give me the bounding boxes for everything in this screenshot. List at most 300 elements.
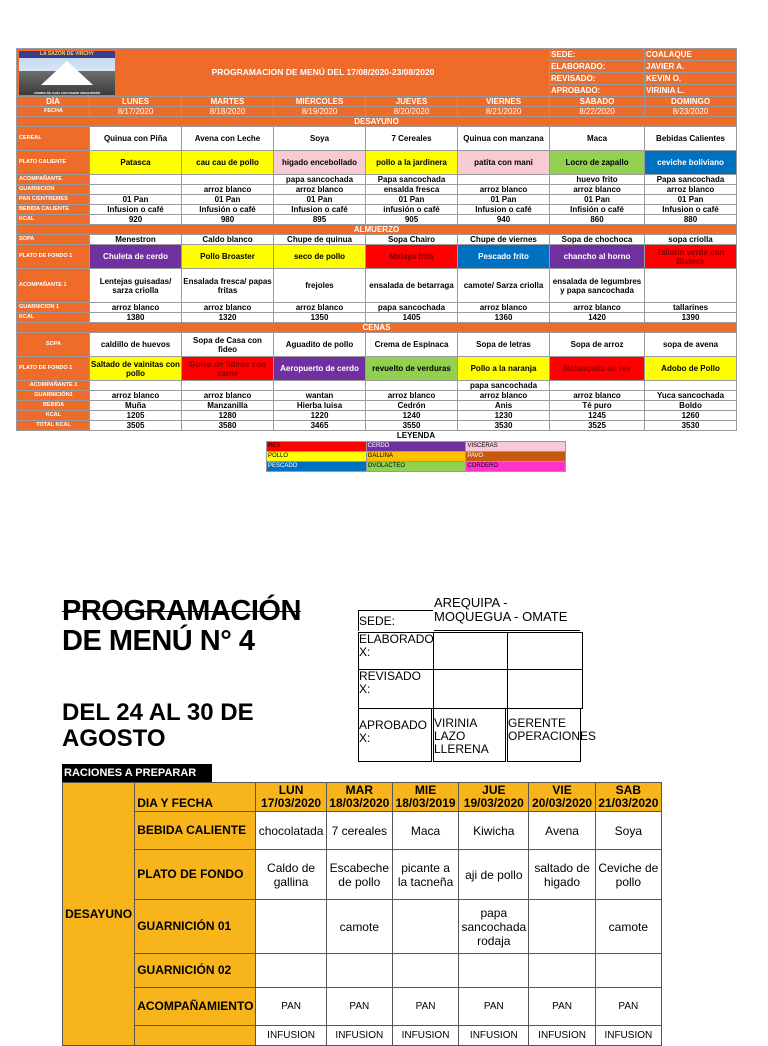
date-header: 8/20/2020 (366, 107, 458, 117)
menu-cell: papa sancochada (458, 381, 550, 391)
menu-cell: 3530 (645, 421, 737, 431)
restaurant-logo (19, 51, 115, 95)
menu-cell (529, 900, 595, 954)
menu-row (63, 1026, 662, 1046)
menu-cell: Papa sancochada (366, 175, 458, 185)
menu-cell (645, 381, 737, 391)
menu-cell (392, 900, 458, 954)
dia-fecha-label: DIA Y FECHA (135, 783, 256, 812)
menu-cell: Caldo de gallina (256, 850, 326, 900)
menu-cell: 01 Pan (550, 195, 645, 205)
menu-cell: Manzanilla (182, 401, 274, 411)
menu-cell: 1350 (274, 313, 366, 323)
day-name: MIE (414, 783, 437, 797)
menu-cell: arroz blanco (182, 185, 274, 195)
cenas-title: CENAS (17, 323, 737, 333)
row-label: KCAL (17, 411, 90, 421)
menu-cell: Quinua con Piña (90, 127, 182, 151)
date-header-row (17, 107, 737, 117)
section-desayuno: DESAYUNO (63, 783, 135, 1046)
menu-cell (529, 954, 595, 988)
day-date: 18/03/2020 (329, 796, 390, 810)
aprobado-label: APROBADO X: (358, 708, 432, 762)
menu-cell (274, 381, 366, 391)
menu-cell: PAN (326, 988, 392, 1026)
row-label: SOPA (17, 235, 90, 245)
menu-cell: Sopa de Casa con fideo (182, 333, 274, 357)
menu-cell: Escabeche de pollo (326, 850, 392, 900)
almuerzo-title: ALMUERZO (17, 225, 737, 235)
raciones-label: RACIONES A PREPARAR (62, 764, 212, 782)
menu-cell: saltado de higado (529, 850, 595, 900)
menu-row (63, 954, 662, 988)
menu-cell: 920 (90, 215, 182, 225)
menu-table-1 (16, 48, 737, 431)
menu-cell: Locro de zapallo (550, 151, 645, 175)
menu-cell: sopa de avena (645, 333, 737, 357)
day-header-row (17, 97, 737, 107)
menu-cell: INFUSION (256, 1026, 326, 1046)
row-label: KCAL (17, 215, 90, 225)
legend-row (267, 461, 566, 471)
menu-cell: arroz blanco (90, 391, 182, 401)
row-label: PLATO CALIENTE (17, 151, 90, 175)
menu-cell: 1240 (366, 411, 458, 421)
day-date-header (595, 783, 661, 812)
menu-cell (366, 381, 458, 391)
menu-row (17, 303, 737, 313)
menu-row (17, 391, 737, 401)
menu-cell: cau cau de pollo (182, 151, 274, 175)
menu-cell: 880 (645, 215, 737, 225)
menu-cell: Pescado frito (458, 245, 550, 269)
row-label: BEBIDA CALIENTE (135, 812, 256, 850)
menu-row (17, 195, 737, 205)
day-name: SAB (615, 783, 642, 797)
menu-cell: arroz blanco (90, 303, 182, 313)
meta-key: SEDE: (550, 49, 645, 61)
row-label: GUARNICIÓN 02 (135, 954, 256, 988)
menu-cell: 1245 (550, 411, 645, 421)
menu-cell: pollo a la jardinera (366, 151, 458, 175)
menu-cell: 1220 (274, 411, 366, 421)
legend-item: CORDERO (466, 461, 566, 471)
menu-cell: 1280 (182, 411, 274, 421)
menu-row (63, 850, 662, 900)
menu-cell (256, 900, 326, 954)
menu-cell: Hierba luisa (274, 401, 366, 411)
day-date-header (529, 783, 595, 812)
day-date: 19/03/2020 (463, 796, 524, 810)
day-header: DOMINGO (645, 97, 737, 107)
menu-cell: chocolatada (256, 812, 326, 850)
menu-cell: ceviche boliviano (645, 151, 737, 175)
menu-cell: INFUSION (595, 1026, 661, 1046)
menu-cell: PAN (256, 988, 326, 1026)
dia-label: DÍA (17, 97, 90, 107)
menu-cell: 1320 (182, 313, 274, 323)
legend-item: RES (267, 441, 367, 451)
menu-cell: INFUSION (459, 1026, 529, 1046)
menu-cell: Menestron (90, 235, 182, 245)
menu-cell: INFUSION (326, 1026, 392, 1046)
day-date-header (459, 783, 529, 812)
date-header: 8/17/2020 (90, 107, 182, 117)
menu-cell: Sopa de letras (458, 333, 550, 357)
sede-value: AREQUIPA - MOQUEGUA - OMATE (434, 596, 580, 631)
menu-cell (326, 954, 392, 988)
elaborado-role (507, 632, 583, 670)
menu-cell: 7 cereales (326, 812, 392, 850)
menu-cell: Cedrón (366, 401, 458, 411)
menu-cell: arroz blanco (182, 391, 274, 401)
menu-cell: frejoles (274, 269, 366, 303)
legend-item: CERDO (366, 441, 466, 451)
row-label: ACOMPAÑAMIENTO (135, 988, 256, 1026)
row-label: KCAL (17, 313, 90, 323)
menu-cell: papa sancochada (366, 303, 458, 313)
fecha-label: FECHA (17, 107, 90, 117)
menu-cell: Aguadito de pollo (274, 333, 366, 357)
menu-cell: Ensalada fresca/ papas fritas (182, 269, 274, 303)
menu-cell: camote (595, 900, 661, 954)
menu-cell: 895 (274, 215, 366, 225)
menu-cell: 3580 (182, 421, 274, 431)
menu-cell: caldillo de huevos (90, 333, 182, 357)
day-date: 18/03/2019 (395, 796, 456, 810)
day-header: JUEVES (366, 97, 458, 107)
menu-cell: 1405 (366, 313, 458, 323)
legend-row (267, 441, 566, 451)
meta-key: APROBADO: (550, 85, 645, 97)
day-name: MAR (345, 783, 373, 797)
menu-sheet-arequipa (62, 584, 662, 1041)
menu-cell: PAN (392, 988, 458, 1026)
menu-row (17, 175, 737, 185)
menu-cell: Soya (595, 812, 661, 850)
menu-cell: Pollo a la naranja (458, 357, 550, 381)
menu-cell: arroz blanco (274, 185, 366, 195)
menu-cell: 01 Pan (90, 195, 182, 205)
menu-row (17, 215, 737, 225)
row-label: PLATO DE FONDO 1 (17, 357, 90, 381)
s2-day-header-row (63, 783, 662, 812)
menu-cell: Aeropuerto de cerdo (274, 357, 366, 381)
menu-cell: sopa criolla (645, 235, 737, 245)
menu-cell: huevo frito (550, 175, 645, 185)
menu-cell: Té puro (550, 401, 645, 411)
menu-title: PROGRAMACION DE MENÚ DEL 17/08/2020-23/08/2020 (211, 67, 435, 77)
menu-cell: Infusion o café (458, 205, 550, 215)
menu-cell: 860 (550, 215, 645, 225)
menu-cell: Sopa de chochoca (550, 235, 645, 245)
date-header: 8/18/2020 (182, 107, 274, 117)
menu-cell: arroz blanco (274, 303, 366, 313)
day-header: MARTES (182, 97, 274, 107)
menu-cell: Tallarin verde con Bisteck (645, 245, 737, 269)
menu-cell: 01 Pan (645, 195, 737, 205)
date-header: 8/22/2020 (550, 107, 645, 117)
menu-cell: camote/ Sarza criolla (458, 269, 550, 303)
row-label: PLATO DE FONDO (135, 850, 256, 900)
menu-cell: chancho al horno (550, 245, 645, 269)
volcano-icon (41, 61, 93, 85)
menu-cell: Chupe de quinua (274, 235, 366, 245)
legend-title: LEYENDA (396, 431, 436, 441)
menu-cell: higado encebollado (274, 151, 366, 175)
menu-row (17, 357, 737, 381)
row-label: ACOMPAÑANTE 1 (17, 269, 90, 303)
menu-cell (458, 175, 550, 185)
legend-row (267, 451, 566, 461)
menu-cell: patita con mani (458, 151, 550, 175)
menu-row (17, 411, 737, 421)
menu-cell (90, 185, 182, 195)
menu-row (17, 421, 737, 431)
menu-cell: Infusion o café (274, 205, 366, 215)
revisado-label: REVISADO X: (358, 669, 434, 709)
menu-cell: tallarines (645, 303, 737, 313)
revisado-role (507, 669, 583, 709)
day-name: VIE (552, 783, 572, 797)
row-label (135, 1026, 256, 1046)
menu-cell: Maca (392, 812, 458, 850)
menu-cell: 01 Pan (366, 195, 458, 205)
menu-cell: Maca (550, 127, 645, 151)
date-range-title: DEL 24 AL 30 DE AGOSTO (62, 699, 254, 752)
aprobado-role: GERENTE OPERACIONES (507, 708, 581, 762)
menu-cell: arroz blanco (550, 185, 645, 195)
day-header: MIÉRCOLES (274, 97, 366, 107)
menu-cell: Infusion o café (90, 205, 182, 215)
title-line-2: DE MENÚ N° 4 (62, 625, 255, 657)
menu-table-2 (62, 782, 662, 1046)
menu-cell: INFUSION (529, 1026, 595, 1046)
menu-row (17, 245, 737, 269)
menu-cell (182, 381, 274, 391)
meta-key: REVISADO: (550, 73, 645, 85)
row-label: BEBIDA (17, 401, 90, 411)
menu-cell: 980 (182, 215, 274, 225)
menu-cell: Crema de Espinaca (366, 333, 458, 357)
menu-cell: 1205 (90, 411, 182, 421)
day-header: SÁBADO (550, 97, 645, 107)
revisado-name (433, 669, 508, 709)
title-line-1: PROGRAMACIÓN (62, 595, 301, 627)
day-name: JUE (482, 783, 506, 797)
menu-cell: arroz blanco (366, 391, 458, 401)
menu-cell: 01 Pan (274, 195, 366, 205)
menu-cell: Papa sancochada (645, 175, 737, 185)
row-label: TOTAL KCAL (17, 421, 90, 431)
menu-cell: picante a la tacneña (392, 850, 458, 900)
row-label: CEREAL (17, 127, 90, 151)
menu-cell: Infusion o café (645, 205, 737, 215)
menu-cell: PAN (459, 988, 529, 1026)
menu-cell: ensalada de betarraga (366, 269, 458, 303)
row-label: SOPA (17, 333, 90, 357)
menu-row (17, 185, 737, 195)
meta-value: VIRINIA L. (645, 85, 737, 97)
menu-cell: arroz blanco (458, 391, 550, 401)
menu-cell: 1360 (458, 313, 550, 323)
menu-cell: Ceviche de pollo (595, 850, 661, 900)
menu-cell: arroz blanco (458, 303, 550, 313)
menu-cell: 01 Pan (458, 195, 550, 205)
menu-cell: Matasquita de res (550, 357, 645, 381)
menu-cell: 905 (366, 215, 458, 225)
menu-row (17, 269, 737, 303)
menu-row (63, 988, 662, 1026)
menu-cell (392, 954, 458, 988)
menu-cell: arroz blanco (458, 185, 550, 195)
document-title (62, 596, 358, 656)
menu-cell (256, 954, 326, 988)
legend-item: PAVO (466, 451, 566, 461)
menu-cell: PAN (529, 988, 595, 1026)
row-label: GUARNICIÓN 01 (135, 900, 256, 954)
menu-cell: Guiso de fideos con carne (182, 357, 274, 381)
menu-cell: 1230 (458, 411, 550, 421)
menu-cell: Quinua con manzana (458, 127, 550, 151)
menu-cell: 01 Pan (182, 195, 274, 205)
menu-cell (459, 954, 529, 988)
menu-cell: 3505 (90, 421, 182, 431)
menu-row (17, 205, 737, 215)
day-name: LUN (278, 783, 304, 797)
menu-cell: infusión o café (366, 205, 458, 215)
legend-item: OVOLACTEO (366, 461, 466, 471)
menu-cell: Bebidas Calientes (645, 127, 737, 151)
menu-cell: Saltado de vainitas con pollo (90, 357, 182, 381)
row-label: GUARNICIÓN1 (17, 391, 90, 401)
menu-cell: aji de pollo (459, 850, 529, 900)
legend-item: VISCERAS (466, 441, 566, 451)
menu-cell: papa sancochada (274, 175, 366, 185)
menu-cell: Anis (458, 401, 550, 411)
menu-cell: revuelto de verduras (366, 357, 458, 381)
day-date: 20/03/2020 (532, 796, 593, 810)
day-date: 17/03/2020 (261, 796, 322, 810)
menu-cell: 3465 (274, 421, 366, 431)
menu-row (17, 333, 737, 357)
row-label: PAN C/ENTREMES (17, 195, 90, 205)
elaborado-label: ELABORADO X: (358, 632, 434, 670)
meta-value: KEVIN O. (645, 73, 737, 85)
menu-cell: Sopa Chairo (366, 235, 458, 245)
menu-cell: Pollo Broaster (182, 245, 274, 269)
menu-cell (550, 381, 645, 391)
menu-cell: arroz blanco (550, 391, 645, 401)
menu-cell: arroz blanco (182, 303, 274, 313)
legend-item: GALLINA (366, 451, 466, 461)
date-header: 8/19/2020 (274, 107, 366, 117)
menu-cell: Malaya frita (366, 245, 458, 269)
almuerzo-section-header (17, 225, 737, 235)
row-label: GUARNICION (17, 185, 90, 195)
menu-cell: ensalada de legumbres y papa sancochada (550, 269, 645, 303)
menu-cell: 3550 (366, 421, 458, 431)
menu-cell (90, 381, 182, 391)
row-label: PLATO DE FONDO 1 (17, 245, 90, 269)
day-date-header (392, 783, 458, 812)
menu-row (17, 151, 737, 175)
cenas-section-header (17, 323, 737, 333)
menu-cell (645, 269, 737, 303)
menu-cell: 3525 (550, 421, 645, 431)
header-banner (17, 49, 550, 97)
row-label: ACOMPAÑANTE 1 (17, 381, 90, 391)
menu-cell: Patasca (90, 151, 182, 175)
menu-cell: Chupe de viernes (458, 235, 550, 245)
meta-key: ELABORADO: (550, 61, 645, 73)
row-label: BEBIDA CALIENTE (17, 205, 90, 215)
menu-cell: 1420 (550, 313, 645, 323)
menu-cell: arroz blanco (645, 185, 737, 195)
menu-cell: 3530 (458, 421, 550, 431)
day-header: LUNES (90, 97, 182, 107)
menu-cell: 7 Cereales (366, 127, 458, 151)
menu-cell: 1260 (645, 411, 737, 421)
logo-caption: COMIDA DE CASA CON SABOR AREQUIPEÑO (33, 91, 101, 95)
menu-cell: Muña (90, 401, 182, 411)
menu-cell: 940 (458, 215, 550, 225)
menu-cell: Chuleta de cerdo (90, 245, 182, 269)
desayuno-title: DESAYUNO (17, 117, 737, 127)
legend-item: PESCADO (267, 461, 367, 471)
menu-cell: Avena (529, 812, 595, 850)
menu-row (17, 127, 737, 151)
desayuno-section-header (17, 117, 737, 127)
menu-cell: papa sancochada rodaja (459, 900, 529, 954)
menu-cell: wantan (274, 391, 366, 401)
day-date-header (326, 783, 392, 812)
menu-cell: ensalda fresca (366, 185, 458, 195)
menu-cell: Caldo blanco (182, 235, 274, 245)
menu-cell (182, 175, 274, 185)
day-header: VIERNES (458, 97, 550, 107)
legend-table (266, 431, 566, 472)
menu-cell: Infisión o café (550, 205, 645, 215)
menu-cell: 1390 (645, 313, 737, 323)
menu-cell: arroz blanco (550, 303, 645, 313)
menu-cell (595, 954, 661, 988)
menu-sheet-coalaque (16, 48, 736, 472)
menu-row (17, 381, 737, 391)
menu-cell: camote (326, 900, 392, 954)
menu-cell (90, 175, 182, 185)
date-header: 8/21/2020 (458, 107, 550, 117)
row-label: GUARNICION 1 (17, 303, 90, 313)
menu-cell: Yuca sancochada (645, 391, 737, 401)
menu-row (17, 235, 737, 245)
menu-row (63, 812, 662, 850)
menu-cell: Avena con Leche (182, 127, 274, 151)
menu-row (17, 401, 737, 411)
date-header: 8/23/2020 (645, 107, 737, 117)
menu-row (63, 900, 662, 954)
menu-cell: Sopa de arroz (550, 333, 645, 357)
logo-brand: LA SAZÓN DE VIRCHY (19, 51, 115, 58)
meta-value: COALAQUE (645, 49, 737, 61)
menu-cell: Kiwicha (459, 812, 529, 850)
menu-cell: Infusión o café (182, 205, 274, 215)
menu-cell: Boldo (645, 401, 737, 411)
elaborado-name (433, 632, 508, 670)
menu-cell: Lentejas guisadas/ sarza criolla (90, 269, 182, 303)
meta-value: JAVIER A. (645, 61, 737, 73)
menu-cell: 1380 (90, 313, 182, 323)
